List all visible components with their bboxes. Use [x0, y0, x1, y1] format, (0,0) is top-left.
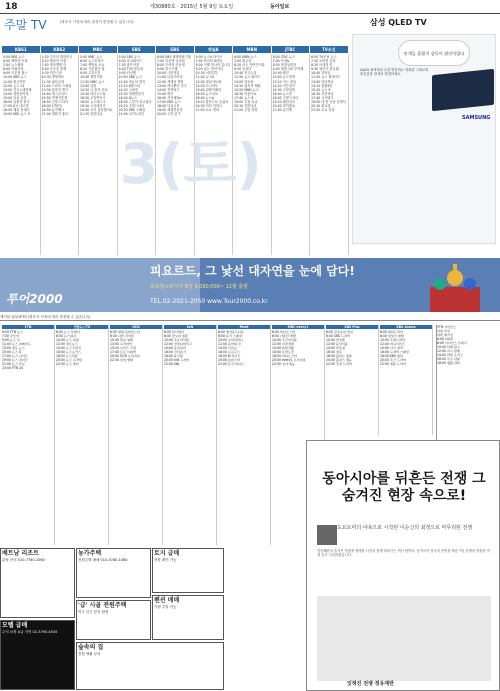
classified-title: '급' 시골 전원주택: [78, 602, 127, 609]
program-item: 16:30 속풀이쇼: [234, 91, 257, 96]
cable-program-item: 16:00 프로듀스: [218, 350, 240, 354]
program-item: 11:50 뉴스 와이드: [234, 75, 261, 80]
classified-title: 토지 급매: [154, 550, 180, 557]
classified-ad: [76, 642, 224, 690]
classified-ad: [76, 548, 151, 598]
program-item: 16:40 뉴스룸: [272, 91, 292, 96]
channel-header-6: MBN: [233, 46, 271, 53]
cable-program-item: 13:00 프리미어: [110, 342, 132, 346]
channel-listing-7: [272, 55, 311, 255]
program-item: 14:20 스타킹: [118, 87, 138, 92]
classified-ad: [76, 600, 151, 640]
program-item: 10:30 생생정보: [41, 75, 65, 80]
samsung-ad-title: 삼성 QLED TV: [370, 18, 427, 27]
program-item: 7:30 좋은아침: [118, 63, 139, 68]
cable-program-item: 11:00 뉴스 퍼레이드: [2, 342, 31, 346]
program-item: 20:10 휴먼다큐: [234, 104, 257, 109]
cable-program-item: 6:00 뉴스 투데이: [56, 330, 80, 334]
program-item: 5:30 굿모닝 대한민국: [41, 55, 73, 59]
travel-ad-sub: 북유럽+러시아 8일 3,090,000~ 12월 출발: [150, 284, 249, 290]
channel-header-4: EBS: [156, 46, 194, 53]
program-item: 6:00 뉴스투데이: [80, 59, 104, 64]
program-item: 21:40 나이트라인: [118, 112, 145, 117]
classified-text: 전원 생활 문의: [78, 652, 101, 656]
side-listing-item: 6:00 다큐S: [437, 337, 453, 341]
program-item: 11:50 MBC 뉴스: [80, 79, 105, 84]
program-item: 11:40 뉴스A: [195, 75, 215, 80]
cable-channel-7: [380, 325, 433, 435]
cable-program-item: 10:00 주말드라마: [380, 338, 405, 342]
channel-header-7: JTBC: [272, 46, 310, 53]
program-item: 7:00 먹거리 X파일: [195, 59, 223, 64]
side-listing-item: 8:00 사이언스 투데이: [437, 341, 467, 345]
classified-text: 분양 문의 010-7780-1060: [2, 558, 45, 562]
program-item: 9:50 런닝맨: [118, 71, 136, 76]
program-item: 19:00 세계견문록: [157, 108, 183, 113]
cable-program-item: 6:00 엠카운트다운: [218, 330, 244, 334]
book-cover: [317, 525, 337, 545]
cable-program-item: 22:00 뮤직 비디오: [218, 362, 244, 366]
program-item: 20:30 닥터 지바고: [195, 104, 223, 109]
classified-title: 농가주택: [78, 550, 102, 557]
cable-program-item: 6:00 강호동의 밥심: [326, 330, 353, 334]
channel-listing-1: [41, 55, 80, 255]
cable-program-item: 20:00 tvN 드라마: [164, 358, 190, 362]
side-listing-item: 과학 매거진: [437, 333, 453, 337]
program-item: 13:10 아는 형님: [272, 79, 297, 84]
program-item: 7:00 아침&: [272, 59, 290, 64]
program-item: 10:00 KBS 뉴스: [3, 75, 27, 80]
program-item: 19:20 팬텀싱어: [272, 100, 296, 105]
program-item: 21:00 영화가 좋다: [41, 112, 69, 117]
program-item: 17:00 6시 내고향: [3, 104, 29, 109]
program-item: 18:00 다큐시선: [157, 104, 180, 109]
program-item: 18:00 1박2일: [41, 104, 62, 109]
program-item: 8:00 아침마당: [3, 67, 24, 72]
program-item: 16:50 뉴스특보: [195, 91, 219, 96]
cable-program-item: 20:00 주간 드라마: [380, 358, 406, 362]
program-item: 15:30 크라임씬: [272, 87, 296, 92]
program-item: 20:40 한끼줍쇼: [272, 104, 296, 109]
program-item: 17:40 시사탱크: [311, 95, 334, 100]
travel-ad-brand: 투어2000: [6, 292, 63, 306]
program-item: 9:30 엄마가 뭐길래: [311, 67, 339, 72]
classified-text: 여주 인근 문의 환영: [78, 610, 109, 614]
program-item: 9:40 냉장고를 부탁해: [272, 67, 304, 72]
book-ad: [306, 440, 500, 691]
program-item: 10:50 썰전: [272, 71, 289, 76]
program-item: 5:00 KBS 뉴스: [3, 55, 25, 59]
program-item: 13:00 알토란: [234, 79, 254, 84]
program-item: 19:50 뮤직뱅크: [41, 108, 65, 113]
program-item: 9:30 동치미: [234, 67, 252, 72]
program-item: 13:00 일밤: [80, 83, 97, 88]
program-item: 14:10 살림9단: [311, 83, 333, 88]
cable-program-item: 10:00 런닝맨: [326, 338, 345, 342]
program-item: 16:40 8뉴스: [118, 95, 137, 100]
classified-text: 수익 보장 A급 지역 02-3790-4545: [2, 630, 58, 634]
program-item: 10:40 복면가왕: [80, 75, 103, 80]
program-item: 21:40 토요 영화: [195, 108, 220, 113]
cable-program-item: 22:00 명품 드라마: [380, 362, 406, 366]
program-item: 8:20 기분좋은 날: [80, 67, 105, 72]
cable-program-item: 8:00 SBS 드라마: [326, 334, 350, 338]
program-item: 20:00 고전 읽기: [157, 112, 181, 117]
program-item: 15:40 라디오스타: [80, 91, 106, 96]
tv-image: [432, 69, 494, 112]
cable-program-item: 20:00 슈퍼스타: [218, 358, 240, 362]
program-item: 13:00 남남북녀: [311, 79, 334, 84]
program-item: 14:40 개그콘서트: [41, 91, 68, 96]
cable-program-item: 16:00 정글: [326, 350, 342, 354]
cable-program-item: 13:00 정오 뉴스: [2, 346, 25, 350]
cable-program-item: 12:00 코미디빅리그: [164, 342, 192, 346]
cable-program-item: 14:00 응답하라: [164, 346, 186, 350]
side-listing-item: 다큐 특선: [437, 329, 450, 333]
program-item: 14:20 도시어부: [195, 83, 219, 88]
program-item: 7:00 황금알: [234, 59, 252, 64]
program-item: 7:50 영상앨범 산: [41, 63, 67, 68]
cable-program-item: 14:00 사극 명작: [380, 346, 403, 350]
program-item: 10:50 SBS 뉴스: [118, 75, 143, 80]
program-item: 15:50 연예가중계: [41, 95, 68, 100]
program-item: 7:00 딩동댕 유치원: [157, 59, 185, 64]
channel-header-2: MBC: [79, 46, 117, 53]
cable-channel-header: MBC every1: [272, 325, 324, 329]
program-item: 18:00 해피 선데이: [3, 108, 30, 113]
program-item: 8:00 이제 만나러 갑니다: [195, 63, 231, 68]
cable-program-item: 18:00 뉴스리뷰: [56, 354, 78, 358]
program-item: 20:00 우리 결혼했어요: [80, 108, 113, 113]
cable-program-item: 16:00 무한도전: [272, 350, 294, 354]
cable-program-item: 18:00 윤식당: [164, 354, 183, 358]
cathedral-icon: [420, 262, 490, 312]
program-item: 6:00 EBS 세계테마기행: [157, 55, 191, 59]
travel-ad-phone: TEL.02-2021-2050 www.Tour2000.co.kr: [150, 298, 268, 305]
cable-program-item: 6:00 비디오스타: [272, 330, 295, 334]
program-item: 9:00 한국기행: [157, 67, 178, 72]
cable-program-item: 8:00 뮤직 스페셜: [218, 334, 242, 338]
classified-ad: [152, 548, 224, 593]
cable-program-item: 6:00 YTN 뉴스: [2, 330, 23, 334]
cable-channel-header: KBS drama: [380, 325, 432, 329]
program-item: 20:10 화요일: [311, 104, 331, 109]
program-item: 14:00 건축탐구: [157, 87, 180, 92]
cable-program-item: 22:00 심야 예능: [272, 362, 295, 366]
program-item: 12:00 뉴스 12: [3, 83, 25, 88]
cable-section-header: 케이블·위성·IPTV (방송사 사정에 따라 변경될 수 있습니다): [0, 315, 500, 321]
program-item: 19:10 주말드라마: [118, 104, 145, 109]
program-item: 16:00 동물의 왕국: [3, 100, 30, 105]
program-item: 8:00 모여라 딩동댕: [157, 63, 185, 68]
program-item: 10:40 강적들: [311, 71, 331, 76]
newspaper-name: 동아일보: [270, 4, 290, 10]
program-item: 18:00 뉴스데스크: [80, 100, 106, 105]
cable-program-item: 22:30 심야 영화: [110, 358, 133, 362]
classified-title: 베트남 리조트: [2, 550, 39, 557]
channel-listing-0: [2, 55, 41, 255]
cable-program-item: 8:30 나쁜 녀석들: [110, 334, 134, 338]
program-item: 15:40 관찰카메라: [195, 87, 222, 92]
program-item: 19:00 KBS 뉴스 9: [3, 112, 30, 117]
program-item: 11:00 다큐프라임: [157, 75, 183, 80]
cable-channel-header: OCN: [110, 325, 162, 329]
program-item: 7:00 생방송 오늘: [80, 63, 105, 68]
cable-program-item: 15:20 시리즈 극장: [110, 346, 136, 350]
program-item: 10:00 극한직업: [157, 71, 180, 76]
program-item: 16:30 사건파일: [311, 91, 334, 96]
travel-ad: [0, 258, 500, 312]
channel-listing-2: [79, 55, 118, 255]
book-ad-image: [317, 596, 491, 681]
side-listing-item: 14:00 과학 포커스: [437, 353, 463, 357]
channel-header-1: KBS2: [41, 46, 79, 53]
classified-title: 모텔 급매: [2, 622, 28, 629]
program-item: 21:20 주말 영화: [234, 108, 258, 113]
classified-ad: [0, 620, 75, 690]
cable-program-item: 14:00 미우새: [326, 346, 345, 350]
cable-program-item: 8:00 꽃보다 청춘: [164, 334, 188, 338]
program-item: 10:40 천기누설: [234, 71, 257, 76]
classified-ad: [152, 595, 224, 640]
side-listing-item: 18:00 생활 과학: [437, 361, 460, 365]
program-item: 6:00 모닝와이드: [118, 59, 143, 64]
cable-channel-3: [164, 325, 217, 545]
program-item: 14:20 나 혼자 산다: [80, 87, 108, 92]
cable-program-item: 20:00 OCN 오리지널: [110, 354, 140, 358]
program-item: 13:00 전국노래자랑: [3, 87, 32, 92]
cable-program-item: 12:00 정오뉴스: [56, 342, 78, 346]
program-item: 11:00 황금연못: [3, 79, 26, 84]
cable-program-item: 18:00 불타는 청춘: [326, 354, 352, 358]
program-item: 19:00 내 몸 사용 설명서: [311, 100, 346, 105]
cable-program-item: 18:00 KBS 대하: [380, 354, 403, 358]
program-item: 15:20 뉴스 9: [311, 87, 331, 92]
classified-title: 펜션 매매: [154, 597, 180, 604]
program-item: 16:50 주말 드라마: [41, 100, 69, 105]
travel-ad-headline: 피요르드, 그 낯선 대자연을 눈에 담다!: [150, 264, 355, 278]
program-item: 21:30 휴먼다큐: [80, 112, 103, 117]
cable-channel-header: SBS Plus: [326, 325, 378, 329]
cable-program-item: 22:00 뉴스 센터: [56, 362, 79, 366]
program-item: 12:00 뉴스현장: [272, 75, 296, 80]
program-item: 15:30 영재발굴단: [118, 91, 145, 96]
cable-program-item: 7:00 굿모닝: [2, 334, 19, 338]
program-item: 6:00 뉴스A 라이브: [195, 55, 223, 59]
classified-text: 현장 확인 가능: [154, 558, 177, 562]
program-item: 7:10 모란봉 클럽: [311, 59, 336, 64]
cable-program-item: 12:00 동상이몽: [326, 342, 348, 346]
program-item: 19:10 시사매거진: [80, 104, 106, 109]
cable-program-item: 8:00 나혼산 재방: [272, 334, 296, 338]
cable-program-item: 21:00 뉴스 특보: [2, 362, 25, 366]
program-item: 9:50 무한도전: [80, 71, 101, 76]
cable-program-item: 14:00 너목보: [218, 346, 237, 350]
cable-program-item: 8:00 뉴스워치: [56, 334, 76, 338]
program-item: 9:30 인간극장: [41, 71, 62, 76]
channel-header-5: 채널A: [195, 46, 233, 53]
program-item: 14:00 열린음악회: [3, 91, 29, 96]
cable-program-item: 10:00 뉴스 현장: [56, 338, 79, 342]
program-item: 15:00 다큐 공감: [3, 95, 27, 100]
cable-program-item: 8:00 일일극 재방: [380, 334, 404, 338]
cable-program-item: 19:00 뉴스 라이브: [2, 358, 28, 362]
program-item: 9:20 나는 몸신이다: [195, 67, 224, 72]
issue-info: 제30880호 · 2015년 5월 9일 토요일: [150, 4, 234, 10]
watermark: 3(토): [120, 132, 262, 196]
book-ad-body: 임진왜란의 숨겨진 현장을 생생한 사진과 함께 따라가는 역사 탐방서. 동아시아 삼국의 운명을 바꾼 7년 전쟁의 현장을 직접 걷고 기록하였습니다.: [317, 549, 490, 558]
program-item: 21:20 토요 특집: [311, 108, 335, 113]
program-item: 10:30 서민갑부: [195, 71, 219, 76]
cable-program-item: 16:00 드라마 스페셜: [380, 350, 409, 354]
classified-text: 전원주택 매매 010-5780-1060: [78, 558, 128, 562]
program-item: 6:00 JTBC 뉴스: [272, 55, 296, 59]
program-item: 17:40 뉴스 8: [234, 95, 254, 100]
program-item: 12:00 정글의 법칙: [118, 79, 146, 84]
cable-program-item: 10:00 수요미식회: [164, 338, 189, 342]
cable-program-item: 16:00 뉴스포커스: [56, 350, 81, 354]
program-item: 11:30 VJ특공대: [41, 79, 65, 84]
samsung-logo: SAMSUNG: [462, 115, 491, 121]
cable-program-item: 10:00 주간아이돌: [272, 338, 297, 342]
program-item: 8:20 나는 자연인이다: [234, 63, 265, 68]
cable-program-item: 12:00 음악의 신: [218, 342, 241, 346]
cable-program-item: 18:00 라디오스타: [272, 354, 297, 358]
cable-channel-4: [218, 325, 271, 545]
cable-program-item: 10:00 쇼미더머니: [218, 338, 243, 342]
samsung-ad-body: QLED 광색역과 무한 명암비로 영화관 그대로의 몰입감을 집에서 경험하세요.: [360, 68, 429, 77]
program-item: 5:00 MBC 뉴스: [80, 55, 103, 59]
program-item: 18:00 그것이 알고싶다: [118, 100, 152, 105]
cable-channel-header: Mnet: [218, 325, 270, 329]
program-item: 11:50 뉴스 퍼레이드: [311, 75, 341, 80]
cable-program-item: 6:00 영화 블록버스터: [110, 330, 140, 334]
page-number: 18: [5, 2, 18, 12]
cable-program-item: 18:00 M 라이브: [218, 354, 241, 358]
program-item: 9:00 이웃집 찰스: [3, 71, 28, 76]
program-item: 6:10 세상의 아침: [41, 59, 67, 64]
program-item: 13:00 하나뿐인 지구: [157, 83, 187, 88]
program-item: 8:30 비정상회담: [272, 63, 297, 68]
cable-program-item: 12:00 미니시리즈: [380, 342, 405, 346]
cable-channel-header: 연합뉴스TV: [56, 325, 108, 329]
channel-header-0: KBS1: [2, 46, 40, 53]
program-item: 5:00 SBS 뉴스: [118, 55, 141, 59]
cable-program-item: 15:00 뉴스 Q: [2, 350, 22, 354]
cable-program-item: 20:00 뉴스 프라임: [56, 358, 82, 362]
cable-program-item: 23:00 YTN 24: [2, 366, 23, 370]
cable-program-item: 22:00 주말 드라마: [326, 362, 352, 366]
section-title: 주말 TV: [4, 18, 47, 32]
side-listing-item: 16:00 우주 다큐: [437, 357, 460, 361]
program-item: 17:00 EBS 뉴스: [157, 100, 181, 105]
program-item: 16:50 주말연속극: [80, 95, 106, 100]
program-item: 19:10 풍문으로 들었쇼: [195, 100, 229, 105]
program-item: 6:00 MBN 뉴스: [234, 55, 257, 59]
program-item: 20:30 SBS 스페셜: [118, 108, 146, 113]
cable-program-item: 9:00 뉴스 인: [2, 338, 20, 342]
program-item: 13:10 K팝스타: [118, 83, 141, 88]
side-listing-item: 12:00 지구 탐험: [437, 349, 460, 353]
program-item: 12:40 드라마 스페셜: [41, 83, 72, 88]
cable-channel-6: [326, 325, 379, 435]
book-title: 잊혀진 전쟁 정유재란: [347, 681, 394, 687]
cable-program-item: 14:00 복면가왕: [272, 346, 294, 350]
program-item: 8:40 TV동물농장: [118, 67, 144, 72]
channel-header-3: SBS: [118, 46, 156, 53]
cable-program-item: 6:00 삼시세끼: [164, 330, 184, 334]
cable-program-item: 20:00 every1 오리지널: [272, 358, 306, 362]
cable-channel-1: [56, 325, 109, 545]
program-item: 13:00 잘살아보세: [195, 79, 222, 84]
channel-listing-8: [310, 55, 349, 255]
section-note: (방송사 사정에 따라 편성이 변경될 수 있습니다): [60, 20, 134, 24]
side-listing-item: 10:00 미래 탐구: [437, 345, 460, 349]
classifieds: [0, 548, 225, 691]
program-item: 6:00 생방송 아침: [3, 59, 28, 64]
program-item: 18:00 뉴스A: [195, 95, 215, 100]
program-item: 13:30 불후의 명곡: [41, 87, 69, 92]
program-item: 6:00 TV조선 뉴스: [311, 55, 337, 59]
cable-channel-0: [2, 325, 55, 545]
cable-program-item: 17:00 뉴스 나이트: [2, 354, 28, 358]
cable-program-item: 6:00 대하드라마: [380, 330, 403, 334]
channel-header-8: TV조선: [310, 46, 348, 53]
samsung-ad-bubble: 관객들 몰렸지 감독이 위인이었다: [398, 40, 470, 66]
program-item: 12:00 세계의 명화: [157, 79, 184, 84]
classified-title: 숲속의 집: [78, 644, 104, 651]
book-ad-headline: 동아시아를 뒤흔든 전쟁 그 숨겨진 현장 속으로!: [322, 471, 486, 504]
cable-program-item: 14:00 뉴스 1번지: [56, 346, 81, 350]
classified-ad: [0, 548, 75, 618]
program-item: 8:20 아내의 맛: [311, 63, 333, 68]
program-item: 21:50 슈가맨: [272, 108, 292, 113]
cable-channel-header: tvN: [164, 325, 216, 329]
page-header: [0, 0, 500, 14]
cable-channel-header: YTN: [2, 325, 54, 329]
program-item: 8:40 굿모닝 경제: [41, 67, 67, 72]
cable-program-item: 20:00 플러스 예능: [326, 358, 352, 362]
program-item: 15:20 MBN 뉴스: [234, 87, 259, 92]
classified-text: 가평 주말 가능: [154, 605, 177, 609]
cable-program-item: 22:00 SNL: [164, 362, 180, 366]
program-item: 14:20 히든싱어: [272, 83, 296, 88]
program-item: 16:00 지식채널e: [157, 95, 182, 100]
cable-program-item: 10:40 특선 영화: [110, 338, 133, 342]
program-item: 7:00 뉴스광장: [3, 63, 24, 68]
cable-program-item: 17:40 토요 시네마: [110, 350, 136, 354]
cable-channel-2: [110, 325, 163, 545]
program-item: 18:00 주말드라마: [272, 95, 299, 100]
side-listing-item: YTN 사이언스: [437, 325, 457, 329]
cable-program-item: 16:00 신서유기: [164, 350, 186, 354]
program-item: 19:00 특집 다큐: [234, 100, 258, 105]
program-item: 15:00 명의: [157, 91, 174, 96]
program-item: 14:10 엄지의 제왕: [234, 83, 261, 88]
book-ad-sub: 도요토미의 야욕으로 시작된 이순신의 최정으로 마무리된 전쟁: [337, 525, 473, 531]
cable-program-item: 12:00 시골경찰: [272, 342, 294, 346]
